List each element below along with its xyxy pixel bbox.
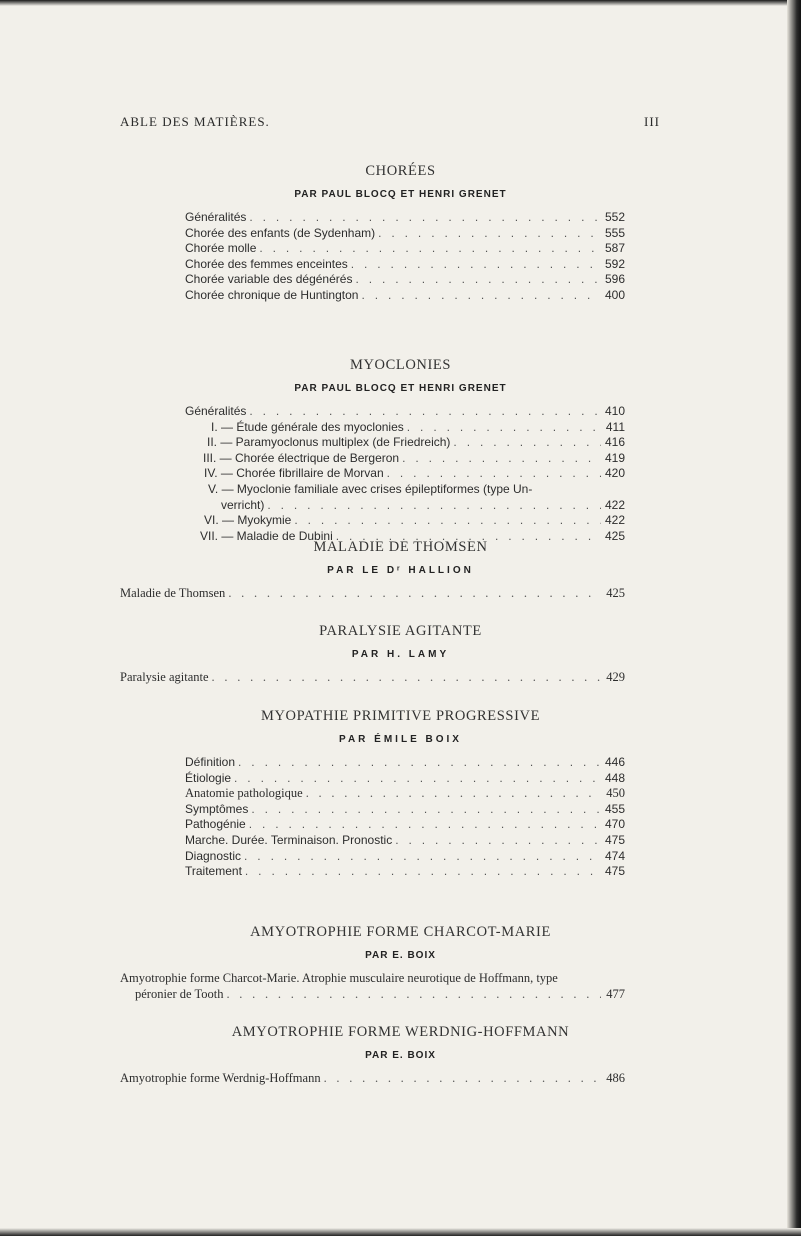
toc-entry[interactable] [185, 849, 625, 865]
dot-leader [244, 849, 601, 865]
section-myoclonies [0, 357, 801, 544]
dot-leader [245, 864, 601, 880]
toc-entry[interactable] [185, 755, 625, 771]
toc-entries [185, 755, 625, 880]
section-title: MYOCLONIES [349, 357, 452, 373]
entry-page: 455 [605, 801, 626, 816]
dot-leader [228, 586, 601, 602]
entry-page: 446 [605, 755, 626, 769]
entry-page: 425 [605, 528, 626, 543]
entry-label: Chorée molle [185, 241, 257, 256]
entry-page: 400 [605, 287, 626, 302]
toc-entry[interactable] [185, 833, 625, 849]
entry-label: Pathogénie [185, 817, 246, 832]
entry-label: Chorée des femmes enceintes [185, 256, 348, 271]
toc-entry[interactable] [185, 771, 625, 787]
section-title: AMYOTROPHIE FORME WERDNIG-HOFFMANN [231, 1024, 570, 1040]
entry-label: Chorée des enfants (de Sydenham) [185, 225, 376, 240]
section-title: MYOPATHIE PRIMITIVE PROGRESSIVE [260, 708, 541, 724]
entry-page: 474 [605, 848, 626, 863]
entry-label: Chorée chronique de Huntington [185, 287, 359, 302]
entry-page: 422 [605, 513, 626, 528]
entry-label: III. — Chorée électrique de Bergeron [203, 450, 400, 465]
toc-entry[interactable] [185, 864, 625, 880]
dot-leader [267, 498, 601, 514]
dot-leader [387, 466, 601, 482]
entry-label: Chorée variable des dégénérés [185, 272, 353, 287]
entry-label: Traitement [185, 864, 242, 879]
entry-label: péronier de Tooth [135, 986, 224, 1001]
entry-page: 596 [605, 272, 626, 287]
toc-entry[interactable] [185, 435, 625, 451]
entry-label: Définition [185, 755, 236, 769]
entry-page: 422 [605, 497, 626, 512]
section-werdnig-hoffmann [0, 1024, 801, 1087]
entry-label: Étiologie [185, 770, 232, 785]
dot-leader [361, 288, 601, 304]
entry-page: 419 [605, 450, 626, 465]
dot-leader [249, 817, 601, 833]
toc-entry[interactable] [185, 451, 625, 467]
dot-leader [212, 670, 601, 686]
toc-entry[interactable] [185, 802, 625, 818]
toc-entry[interactable] [185, 420, 625, 436]
dot-leader [249, 404, 601, 420]
section-author: PAR LE Dʳ HALLION [327, 565, 474, 576]
dot-leader [234, 771, 601, 787]
dot-leader [355, 272, 601, 288]
toc-entry-line: Amyotrophie forme Charcot-Marie. Atrophie musculaire neurotique de Hoffmann, type [120, 971, 558, 985]
entry-page: 448 [605, 770, 626, 785]
toc-entries [120, 971, 625, 1002]
toc-entry[interactable] [120, 586, 625, 602]
section-paralysie [0, 623, 801, 686]
dot-leader [238, 755, 601, 771]
dot-leader [402, 451, 601, 467]
section-myopathie [0, 708, 801, 880]
entry-label: VII. — Maladie de Dubini [200, 528, 333, 543]
running-head-title: ABLE DES MATIÈRES. [120, 114, 270, 129]
toc-entries [120, 670, 625, 686]
dot-leader [251, 802, 601, 818]
entry-page: 429 [606, 670, 625, 684]
entry-page: 486 [606, 1071, 625, 1085]
toc-entry[interactable] [185, 226, 625, 242]
section-author: PAR PAUL BLOCQ ET HENRI GRENET [294, 383, 507, 394]
toc-entry[interactable] [185, 817, 625, 833]
section-author: PAR ÉMILE BOIX [339, 734, 462, 745]
dot-leader [324, 1071, 601, 1087]
toc-entry[interactable] [185, 257, 625, 273]
page-edge-top [0, 0, 801, 6]
toc-entry[interactable] [185, 241, 625, 257]
toc-entries [185, 404, 625, 544]
toc-entry[interactable] [185, 210, 625, 226]
dot-leader [259, 241, 601, 257]
dot-leader [294, 513, 601, 529]
entry-page: 450 [606, 786, 625, 801]
toc-entry[interactable] [185, 288, 625, 304]
entry-label: VI. — Myokymie [204, 513, 292, 528]
entry-page: 410 [605, 404, 626, 418]
entry-page: 425 [606, 586, 625, 600]
entry-label: IV. — Chorée fibrillaire de Morvan [204, 466, 384, 481]
entry-page: 411 [605, 419, 625, 434]
dot-leader [453, 435, 601, 451]
toc-entry[interactable] [185, 498, 625, 514]
toc-entries [120, 1071, 625, 1087]
section-author: PAR E. BOIX [365, 1050, 436, 1061]
entry-page: 416 [605, 435, 626, 450]
entry-page: 477 [606, 986, 625, 1001]
toc-entry[interactable] [185, 272, 625, 288]
toc-entry[interactable] [185, 513, 625, 529]
section-author: PAR H. LAMY [351, 649, 450, 660]
entry-label: Paralysie agitante [120, 670, 209, 684]
section-title: CHORÉES [365, 163, 436, 179]
toc-entry[interactable] [120, 987, 625, 1003]
toc-entries [120, 586, 625, 602]
entry-label: II. — Paramyoclonus multiplex (de Friedreich) [207, 435, 451, 450]
entry-page: 555 [605, 225, 626, 240]
entry-label: verricht) [221, 497, 265, 512]
toc-entry[interactable] [185, 786, 625, 802]
toc-entry[interactable] [120, 1071, 625, 1087]
entry-page: 420 [605, 466, 626, 481]
section-title: AMYOTROPHIE FORME CHARCOT-MARIE [250, 924, 551, 940]
entry-page: 470 [605, 817, 626, 832]
toc-entry[interactable] [185, 404, 625, 420]
dot-leader [395, 833, 601, 849]
dot-leader [407, 420, 601, 436]
toc-entry[interactable] [120, 670, 625, 686]
section-charcot-marie [0, 924, 801, 1002]
section-title: PARALYSIE AGITANTE [319, 623, 482, 639]
toc-entries [185, 210, 625, 304]
entry-page: 552 [605, 210, 626, 224]
toc-entry[interactable] [185, 466, 625, 482]
entry-page: 475 [605, 832, 626, 847]
toc-entry-line: V. — Myoclonie familiale avec crises épileptiformes (type Un- [208, 481, 533, 496]
entry-label: Symptômes [185, 801, 249, 816]
entry-label: Généralités [185, 210, 247, 224]
entry-label: Marche. Durée. Terminaison. Pronostic [185, 832, 393, 847]
section-author: PAR PAUL BLOCQ ET HENRI GRENET [294, 189, 507, 200]
dot-leader [306, 786, 601, 802]
dot-leader [226, 987, 601, 1003]
entry-label: I. — Étude générale des myoclonies [211, 419, 404, 434]
entry-page: 587 [605, 241, 626, 256]
section-title: MALADIE DE THOMSEN [313, 539, 488, 555]
section-author: PAR E. BOIX [365, 950, 436, 961]
dot-leader [249, 210, 601, 226]
page-edge-bottom [0, 1228, 801, 1236]
entry-label: Maladie de Thomsen [120, 586, 226, 600]
entry-page: 592 [605, 256, 626, 271]
dot-leader [378, 226, 601, 242]
entry-label: Amyotrophie forme Werdnig-Hoffmann [120, 1071, 321, 1085]
entry-page: 475 [605, 864, 626, 879]
entry-label: Anatomie pathologique [185, 786, 303, 801]
page-folio: III [644, 114, 660, 129]
section-thomsen [0, 539, 801, 602]
section-chorees [0, 163, 801, 304]
dot-leader [351, 257, 601, 273]
entry-label: Diagnostic [185, 848, 242, 863]
entry-label: Généralités [185, 404, 247, 418]
